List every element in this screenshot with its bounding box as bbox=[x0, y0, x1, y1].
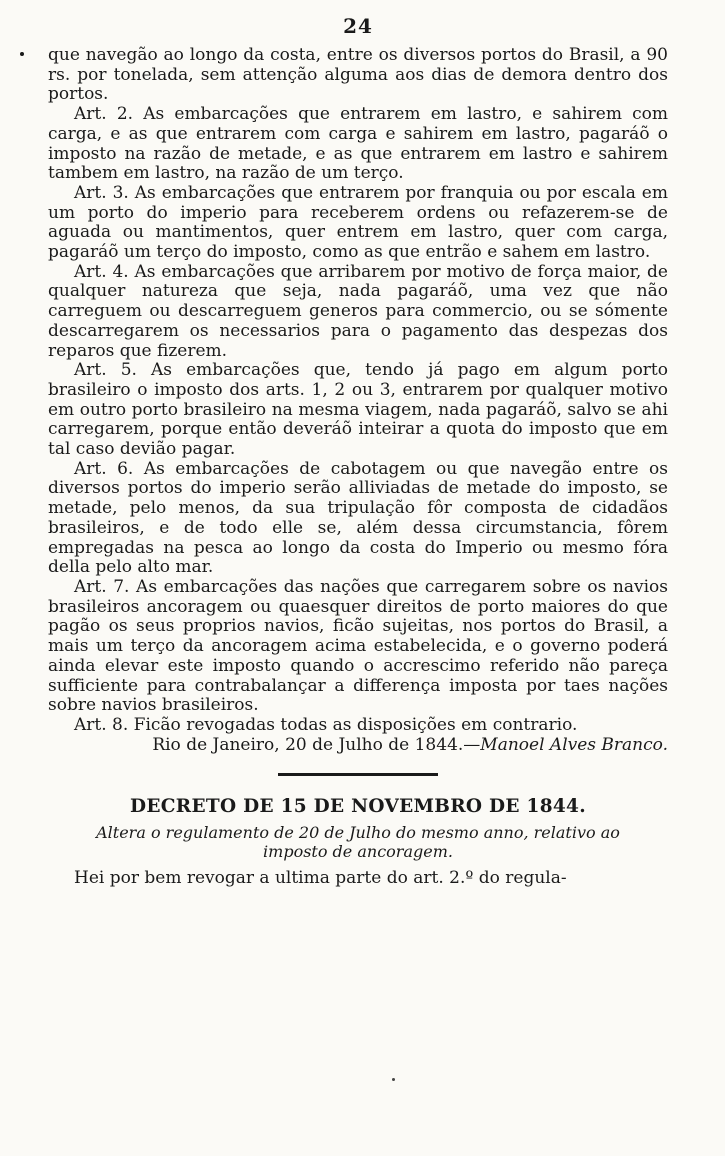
section-divider bbox=[278, 773, 438, 776]
page-number: 24 bbox=[343, 14, 373, 38]
document-page bbox=[48, 14, 668, 889]
article-8: Art. 8. Ficão revogadas todas as disposições em contrario. bbox=[74, 714, 578, 735]
signature-line bbox=[48, 736, 668, 756]
margin-bullet-mark bbox=[20, 52, 24, 56]
article-4: Art. 4. As embarcações que arribarem por motivo de força maior, de qualquer natureza que seja, nada pagaráõ, uma vez que não carreguem ou descarreguem generos para commercio, ou se sómente descarregarem os necessarios para o pagamento das despezas dos reparos que fizerem. bbox=[48, 261, 668, 361]
paragraph-continuation: que navegão ao longo da costa, entre os diversos portos do Brasil, a 90 rs. por tonelada, sem attenção alguma aos dias de demora dentro dos portos. bbox=[48, 45, 668, 105]
decree-opening: Hei por bem revogar a ultima parte do art. 2.º do regula- bbox=[74, 868, 567, 889]
article-list bbox=[48, 46, 668, 755]
decree-title: DECRETO DE 15 DE NOVEMBRO DE 1844. bbox=[130, 796, 586, 818]
article-5: Art. 5. As embarcações que, tendo já pago em algum porto brasileiro o imposto dos arts. 1, 2 ou 3, entrarem por qualquer motivo em outro porto brasileiro na mesma viagem, nada pagaráõ, salvo se ahi carregarem, porque então deveráõ inteirar a quota do imposto que em tal caso devião pagar. bbox=[48, 360, 668, 460]
decree-subtitle: Altera o regulamento de 20 de Julho do mesmo anno, relativo ao imposto de ancoragem. bbox=[96, 823, 620, 862]
signature-signer: Manoel Alves Branco. bbox=[480, 734, 668, 755]
article-6: Art. 6. As embarcações de cabotagem ou que navegão entre os diversos portos do imperio serão alliviadas de metade do imposto, se metade, pelo menos, da sua tripulação fôr composta de cidadãos brasileiros, e de todo elle se, além dessa circumstancia, fôrem empregadas na pesca ao longo da costa do Imperio ou mesmo fóra della pelo alto mar. bbox=[48, 458, 668, 578]
decree-body bbox=[48, 869, 668, 889]
article-3: Art. 3. As embarcações que entrarem por franquia ou por escala em um porto do imperio para receberem ordens ou refazerem-se de aguada ou mantimentos, quer entrem em lastro, quer com carga, pagaráõ um terço do imposto, como as que entrão e sahem em lastro. bbox=[48, 182, 668, 263]
signature-place-date: Rio de Janeiro, 20 de Julho de 1844.— bbox=[152, 734, 481, 755]
article-7: Art. 7. As embarcações das nações que carregarem sobre os navios brasileiros ancoragem ou quaesquer direitos de porto maiores do que pagão os seus proprios navios, ficão sujeitas, nos portos do Brasil, a mais um terço da ancoragem acima estabelecida, e o governo poderá ainda elevar este imposto quando o accrescimo referido não pareça sufficiente para contrabalançar a differença imposta por taes nações sobre navios brasileiros. bbox=[48, 576, 668, 716]
article-2: Art. 2. As embarcações que entrarem em lastro, e sahirem com carga, e as que entrarem com carga e sahirem em lastro, pagaráõ o imposto na razão de metade, e as que entrarem em lastro e sahirem tambem em lastro, na razão de um terço. bbox=[48, 104, 668, 184]
stray-ink-dot bbox=[392, 1078, 395, 1081]
